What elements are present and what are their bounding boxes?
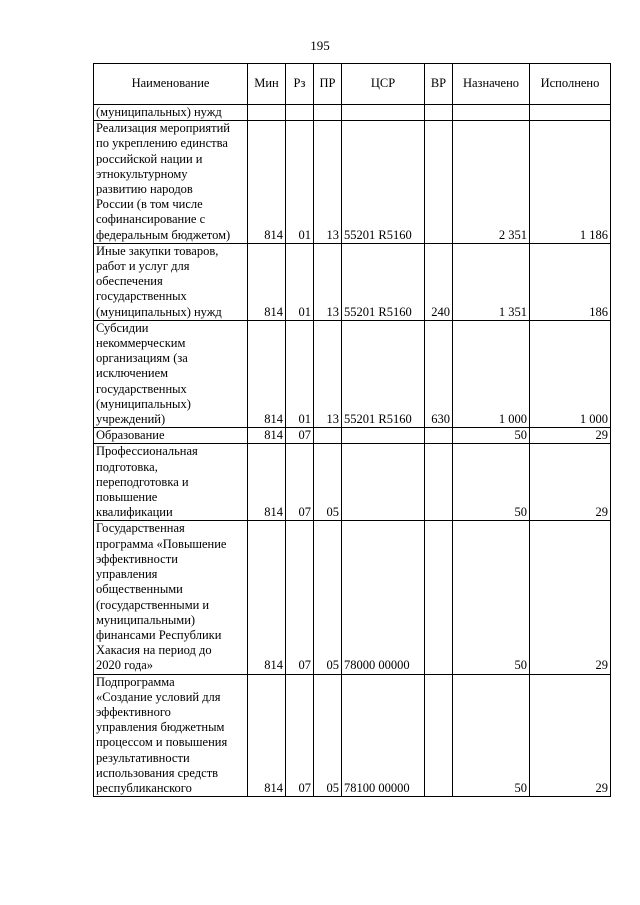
cell-executed: 29 xyxy=(530,428,611,444)
cell-csr: 78000 00000 xyxy=(342,521,425,674)
cell-min: 814 xyxy=(248,320,286,427)
name-line: 2020 года» xyxy=(96,658,153,673)
cell-name xyxy=(94,121,248,244)
cell-executed: 1 186 xyxy=(530,121,611,244)
cell-csr: 55201 R5160 xyxy=(342,121,425,244)
name-line: по укреплению единства xyxy=(96,136,228,151)
cell-min: 814 xyxy=(248,243,286,320)
name-line: программа «Повышение xyxy=(96,536,227,551)
cell-executed: 29 xyxy=(530,674,611,797)
name-line: исключением xyxy=(96,366,169,381)
cell-csr: 78100 00000 xyxy=(342,674,425,797)
name-line: Профессиональная xyxy=(96,444,198,459)
name-line: развитию народов xyxy=(96,182,193,197)
name-line: софинансирование с xyxy=(96,212,206,227)
header-csr: ЦСР xyxy=(342,64,425,105)
name-line: России (в том числе xyxy=(96,197,203,212)
cell-pr: 13 xyxy=(314,320,342,427)
cell-name xyxy=(94,243,248,320)
name-line: управления xyxy=(96,567,158,582)
cell-pr xyxy=(314,428,342,444)
name-line: государственных xyxy=(96,289,187,304)
name-line: организациям (за xyxy=(96,351,188,366)
cell-csr xyxy=(342,444,425,521)
cell-min xyxy=(248,105,286,121)
cell-pr: 05 xyxy=(314,444,342,521)
name-line: (муниципальных) нужд xyxy=(96,105,222,119)
cell-executed xyxy=(530,105,611,121)
cell-vr xyxy=(425,444,453,521)
table-row xyxy=(94,243,611,320)
cell-csr: 55201 R5160 xyxy=(342,320,425,427)
cell-min: 814 xyxy=(248,121,286,244)
name-line: этнокультурному xyxy=(96,166,188,181)
cell-executed: 1 000 xyxy=(530,320,611,427)
budget-execution-table xyxy=(93,63,611,797)
cell-rz: 07 xyxy=(286,674,314,797)
table-row xyxy=(94,521,611,674)
name-line: «Создание условий для xyxy=(96,689,221,704)
cell-rz: 01 xyxy=(286,243,314,320)
cell-assigned: 2 351 xyxy=(453,121,530,244)
cell-pr xyxy=(314,105,342,121)
cell-assigned: 1 351 xyxy=(453,243,530,320)
name-line: (муниципальных) нужд xyxy=(96,304,222,319)
cell-rz: 01 xyxy=(286,320,314,427)
name-line: работ и услуг для xyxy=(96,259,190,274)
table-row xyxy=(94,121,611,244)
header-executed: Исполнено xyxy=(530,64,611,105)
name-line: Субсидии xyxy=(96,320,149,335)
name-line: Иные закупки товаров, xyxy=(96,243,219,258)
name-line: Подпрограмма xyxy=(96,674,175,689)
table-header-row xyxy=(94,64,611,105)
cell-csr: 55201 R5160 xyxy=(342,243,425,320)
name-line: подготовка, xyxy=(96,459,158,474)
cell-rz xyxy=(286,105,314,121)
cell-name xyxy=(94,105,248,121)
table-body xyxy=(94,105,611,797)
cell-assigned: 50 xyxy=(453,521,530,674)
cell-vr: 630 xyxy=(425,320,453,427)
cell-min: 814 xyxy=(248,444,286,521)
name-line: обеспечения xyxy=(96,274,163,289)
cell-assigned: 50 xyxy=(453,444,530,521)
cell-executed: 29 xyxy=(530,444,611,521)
header-rz: Рз xyxy=(286,64,314,105)
name-line: государственных xyxy=(96,381,187,396)
name-line: процессом и повышения xyxy=(96,735,228,750)
cell-assigned: 50 xyxy=(453,674,530,797)
header-name: Наименование xyxy=(94,64,248,105)
name-line: Хакасия на период до xyxy=(96,643,212,658)
cell-name xyxy=(94,320,248,427)
name-line: муниципальными) xyxy=(96,612,196,627)
cell-pr: 05 xyxy=(314,521,342,674)
cell-assigned xyxy=(453,105,530,121)
name-line: некоммерческим xyxy=(96,336,186,351)
cell-rz: 07 xyxy=(286,428,314,444)
cell-assigned: 1 000 xyxy=(453,320,530,427)
cell-name xyxy=(94,521,248,674)
table-row xyxy=(94,320,611,427)
cell-pr: 13 xyxy=(314,243,342,320)
cell-rz: 01 xyxy=(286,121,314,244)
name-line: эффективности xyxy=(96,551,178,566)
cell-name xyxy=(94,674,248,797)
cell-pr: 13 xyxy=(314,121,342,244)
name-line: переподготовка и xyxy=(96,474,189,489)
cell-name xyxy=(94,444,248,521)
table-row xyxy=(94,444,611,521)
cell-vr xyxy=(425,428,453,444)
cell-vr xyxy=(425,121,453,244)
page-number: 195 xyxy=(310,38,330,53)
name-line: Образование xyxy=(96,428,165,443)
name-line: эффективного xyxy=(96,704,171,719)
cell-vr xyxy=(425,674,453,797)
cell-csr xyxy=(342,428,425,444)
name-line: управления бюджетным xyxy=(96,720,225,735)
name-line: квалификации xyxy=(96,505,173,520)
cell-rz: 07 xyxy=(286,521,314,674)
name-line: (муниципальных) xyxy=(96,396,191,411)
table-row xyxy=(94,674,611,797)
name-line: учреждений) xyxy=(96,412,166,427)
name-line: результативности xyxy=(96,750,190,765)
name-line: Государственная xyxy=(96,521,185,536)
name-line: Реализация мероприятий xyxy=(96,121,230,136)
cell-rz: 07 xyxy=(286,444,314,521)
table-row xyxy=(94,428,611,444)
cell-vr xyxy=(425,521,453,674)
cell-min: 814 xyxy=(248,521,286,674)
cell-name xyxy=(94,428,248,444)
name-line: общественными xyxy=(96,582,183,597)
header-assigned: Назначено xyxy=(453,64,530,105)
cell-min: 814 xyxy=(248,674,286,797)
name-line: использования средств xyxy=(96,765,219,780)
cell-pr: 05 xyxy=(314,674,342,797)
name-line: финансами Республики xyxy=(96,627,222,642)
cell-min: 814 xyxy=(248,428,286,444)
cell-vr xyxy=(425,105,453,121)
name-line: (государственными и xyxy=(96,597,210,612)
cell-executed: 29 xyxy=(530,521,611,674)
cell-assigned: 50 xyxy=(453,428,530,444)
cell-vr: 240 xyxy=(425,243,453,320)
name-line: повышение xyxy=(96,490,158,505)
header-pr: ПР xyxy=(314,64,342,105)
header-vr: ВР xyxy=(425,64,453,105)
name-line: республиканского xyxy=(96,780,192,795)
name-line: федеральным бюджетом) xyxy=(96,227,231,242)
cell-csr xyxy=(342,105,425,121)
name-line: российской нации и xyxy=(96,151,203,166)
table-row xyxy=(94,105,611,121)
header-min: Мин xyxy=(248,64,286,105)
cell-executed: 186 xyxy=(530,243,611,320)
